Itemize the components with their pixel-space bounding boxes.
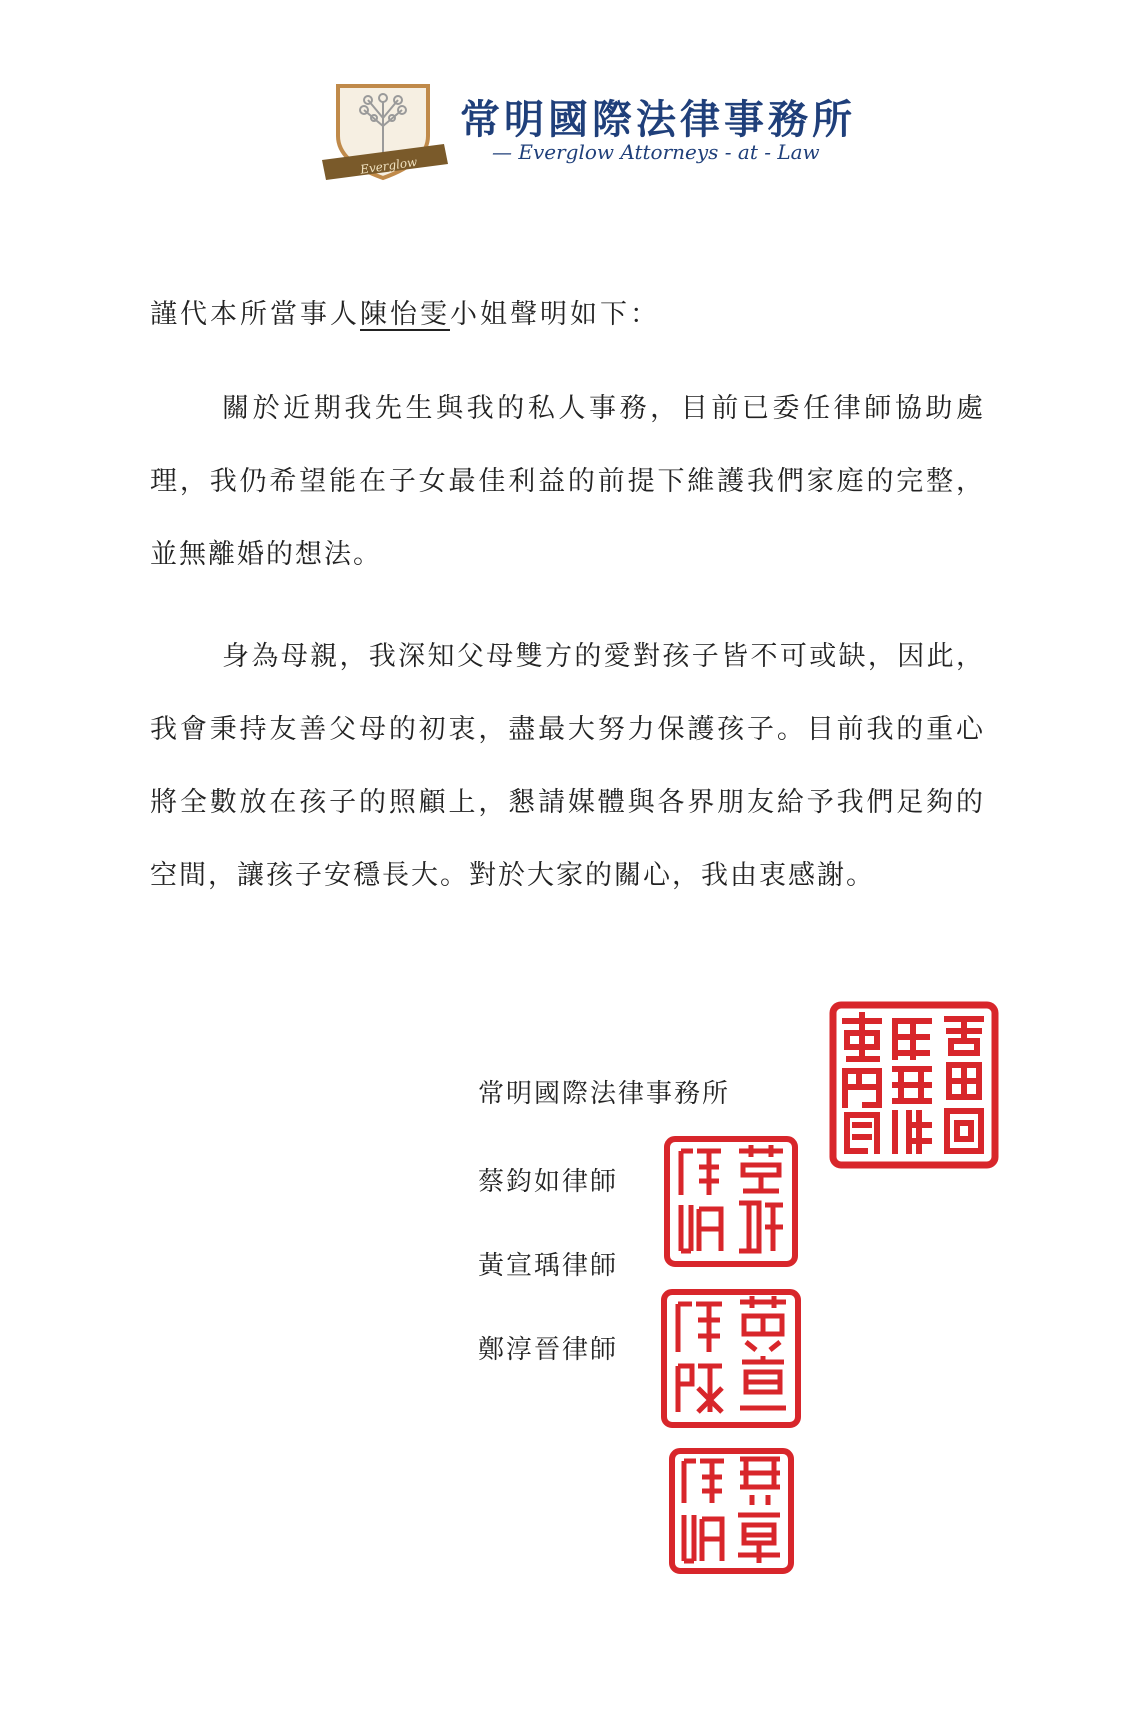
statement-intro	[150, 292, 660, 331]
statement-paragraph-2: 身為母親，我深知父母雙方的愛對孩子皆不可或缺，因此，我會秉持友善父母的初衷，盡最大努力保護孩子。目前我的重心將全數放在孩子的照顧上，懇請媒體與各界朋友給予我們足夠的空間，讓孩子安穩長大。對於大家的關心，我由衷感謝。	[150, 641, 985, 891]
intro-prefix: 謹代本所當事人	[150, 299, 360, 330]
firm-seal-stamp	[829, 1001, 999, 1169]
lawyer-seal-3-stamp	[668, 1447, 795, 1575]
signature-firm: 常明國際法律事務所	[478, 1079, 731, 1109]
intro-suffix: 小姐聲明如下：	[450, 299, 660, 330]
firm-name-en: — Everglow Attorneys - at - Law	[492, 140, 820, 164]
signature-lawyer-2: 黃宣瑀律師	[478, 1251, 619, 1281]
firm-logo	[320, 74, 450, 184]
letterhead	[320, 74, 856, 184]
signature-lawyer-3: 鄭淳晉律師	[478, 1335, 619, 1365]
signature-lawyer-1: 蔡鈞如律師	[478, 1167, 619, 1197]
firm-name-zh: 常明國際法律事務所	[460, 96, 856, 143]
client-name: 陳怡雯	[360, 299, 450, 330]
svg-text:Everglow: Everglow	[359, 154, 419, 177]
lawyer-seal-2-stamp	[660, 1288, 802, 1429]
lawyer-seal-1-stamp	[663, 1135, 799, 1268]
statement-paragraph-1: 關於近期我先生與我的私人事務，目前已委任律師協助處理，我仍希望能在子女最佳利益的前提下維護我們家庭的完整，並無離婚的想法。	[150, 393, 985, 570]
